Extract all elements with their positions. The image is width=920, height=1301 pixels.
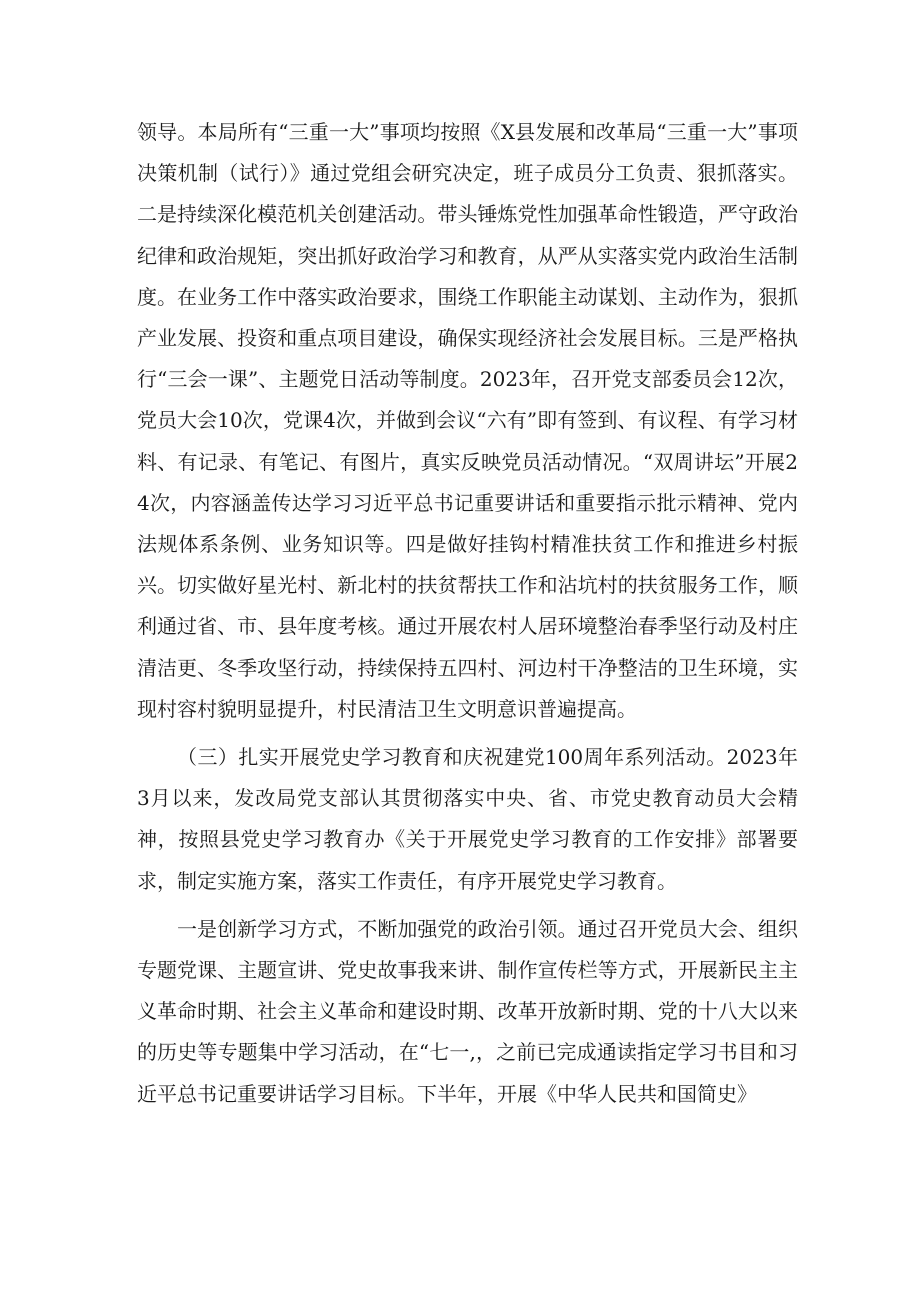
paragraph-innovative-learning: 一是创新学习方式，不断加强党的政治引领。通过召开党员大会、组织专题党课、主题宣讲、党史故事我来讲、制作宣传栏等方式，开展新民主主义革命时期、社会主义革命和建设时期、改革开放新时期、党的十八大以来的历史等专题集中学习活动，在“七一,，之前已完成通读指定学习书目和习近平总书记重要讲话学习目标。下半年，开展《中华人民共和国简史》 — [137, 916, 798, 1106]
paragraph-party-history-education: （三）扎实开展党史学习教育和庆祝建党100周年系列活动。2023年3月以来，发改局党支部认其贯彻落实中央、省、市党史教育动员大会精神，按照县党史学习教育办《关于开展党史学习教育的工作安排》部署要求，制定实施方案，落实工作责任，有序开展党史学习教育。 — [137, 745, 798, 893]
paragraph-party-building: 领导。本局所有“三重一大”事项均按照《X县发展和改革局“三重一大”事项决策机制（试行）》通过党组会研究决定，班子成员分工负责、狠抓落实。二是持续深化模范机关创建活动。带头锤炼党性加强革命性锻造，严守政治纪律和政治规矩，突出抓好政治学习和教育，从严从实落实党内政治生活制度。在业务工作中落实政治要求，围绕工作职能主动谋划、主动作为，狠抓产业发展、投资和重点项目建设，确保实现经济社会发展目标。三是严格执行“三会一课”、主题党日活动等制度。2023年，召开党支部委员会12次，党员大会10次，党课4次，并做到会议“六有”即有签到、有议程、有学习材料、有记录、有笔记、有图片，真实反映党员活动情况。“双周讲坛”开展24次，内容涵盖传达学习习近平总书记重要讲话和重要指示批示精神、党内法规体系条例、业务知识等。四是做好挂钩村精准扶贫工作和推进乡村振兴。切实做好星光村、新北村的扶贫帮扶工作和沾坑村的扶贫服务工作，顺利通过省、市、县年度考核。通过开展农村人居环境整治春季坚行动及村庄清洁更、冬季攻坚行动，持续保持五四村、河边村干净整洁的卫生环境，实现村容村貌明显提升，村民清洁卫生文明意识普遍提高。 — [137, 120, 798, 721]
